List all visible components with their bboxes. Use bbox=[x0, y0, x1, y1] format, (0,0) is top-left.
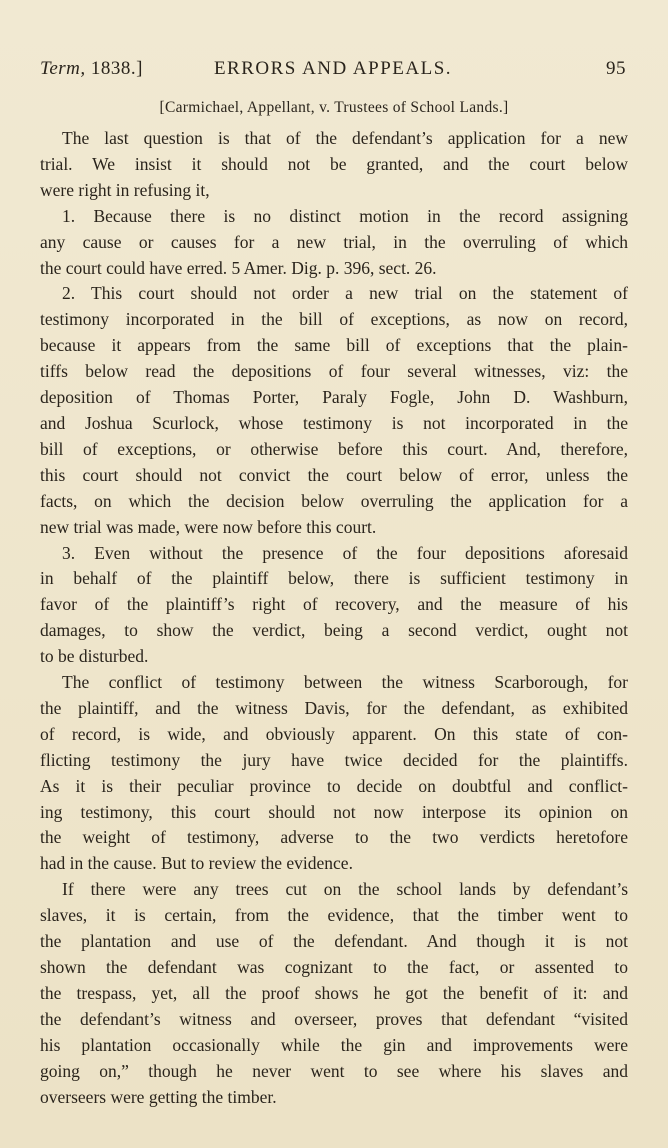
paragraph bbox=[40, 204, 628, 282]
text-line: overseers were getting the timber. bbox=[40, 1086, 277, 1107]
page-number: 95 bbox=[606, 58, 626, 79]
text-line: because it appears from the same bill of exceptions that the plain- bbox=[40, 335, 628, 356]
text-line: 1. Because there is no distinct motion in the record assigning bbox=[62, 205, 628, 226]
text-line: and Joshua Scurlock, whose testimony is not incorporated in the bbox=[40, 412, 628, 433]
text-line: the weight of testimony, adverse to the two verdicts heretofore bbox=[40, 827, 628, 848]
header-title: ERRORS AND APPEALS. bbox=[213, 58, 453, 79]
text-line: flicting testimony the jury have twice decided for the plaintiffs. bbox=[40, 749, 628, 770]
text-line: shown the defendant was cognizant to the fact, or assented to bbox=[40, 957, 628, 977]
paragraph bbox=[40, 281, 628, 540]
paragraph bbox=[40, 541, 628, 671]
paragraph bbox=[40, 670, 628, 877]
text-line: going on,” though he never went to see where his slaves and bbox=[40, 1060, 628, 1081]
text-line: in behalf of the plaintiff below, there is sufficient testimony in bbox=[40, 568, 628, 589]
text-line: the court could have erred. 5 Amer. Dig. p. 396, sect. 26. bbox=[40, 257, 437, 278]
paragraph bbox=[40, 126, 628, 204]
text-line: ing testimony, this court should not now interpose its opinion on bbox=[40, 801, 628, 822]
text-line: favor of the plaintiff’s right of recovery, and the measure of his bbox=[40, 594, 628, 615]
text-line: his plantation occasionally while the gin and improvements were bbox=[40, 1034, 628, 1055]
text-line: were right in refusing it, bbox=[40, 179, 210, 200]
text-line: The last question is that of the defendant’s application for a new bbox=[62, 128, 628, 148]
text-line: facts, on which the decision below overruling the application for a bbox=[40, 490, 628, 511]
header-term-word: Term, bbox=[40, 58, 86, 79]
text-line: trial. We insist it should not be granted, and the court below bbox=[40, 153, 628, 174]
text-line: tiffs below read the depositions of four several witnesses, viz: the bbox=[40, 361, 628, 382]
paragraph bbox=[40, 877, 628, 1110]
case-caption: [Carmichael, Appellant, v. Trustees of School Lands.] bbox=[159, 99, 509, 116]
text-line: slaves, it is certain, from the evidence, that the timber went to bbox=[40, 905, 628, 926]
text-line: new trial was made, were now before this court. bbox=[40, 516, 377, 537]
text-line: bill of exceptions, or otherwise before this court. And, therefore, bbox=[40, 438, 628, 459]
text-line: 2. This court should not order a new trial on the statement of bbox=[62, 283, 628, 304]
text-line: this court should not convict the court below of error, unless the bbox=[40, 464, 628, 485]
text-line: deposition of Thomas Porter, Paraly Fogle, John D. Washburn, bbox=[40, 387, 628, 408]
text-line: the plaintiff, and the witness Davis, for the defendant, as exhibited bbox=[40, 697, 628, 718]
text-line: of record, is wide, and obviously apparent. On this state of con- bbox=[40, 723, 628, 744]
text-line: As it is their peculiar province to decide on doubtful and conflict- bbox=[40, 775, 628, 796]
text-line: 3. Even without the presence of the four depositions aforesaid bbox=[62, 542, 628, 563]
text-line: testimony incorporated in the bill of exceptions, as now on record, bbox=[40, 309, 628, 330]
text-line: any cause or causes for a new trial, in the overruling of which bbox=[40, 231, 628, 252]
running-header bbox=[40, 58, 626, 86]
page-body bbox=[40, 126, 628, 1110]
text-line: The conflict of testimony between the witness Scarborough, for bbox=[62, 672, 628, 693]
text-line: damages, to show the verdict, being a second verdict, ought not bbox=[40, 620, 628, 641]
text-line: the plantation and use of the defendant. And though it is not bbox=[40, 931, 628, 952]
text-line: to be disturbed. bbox=[40, 646, 149, 667]
text-line: If there were any trees cut on the school lands by defendant’s bbox=[62, 879, 628, 900]
text-line: the defendant’s witness and overseer, proves that defendant “visited bbox=[40, 1008, 628, 1029]
text-line: the trespass, yet, all the proof shows he got the benefit of it: and bbox=[40, 982, 628, 1003]
text-line: had in the cause. But to review the evidence. bbox=[40, 853, 353, 874]
header-year: 1838.] bbox=[85, 58, 143, 79]
